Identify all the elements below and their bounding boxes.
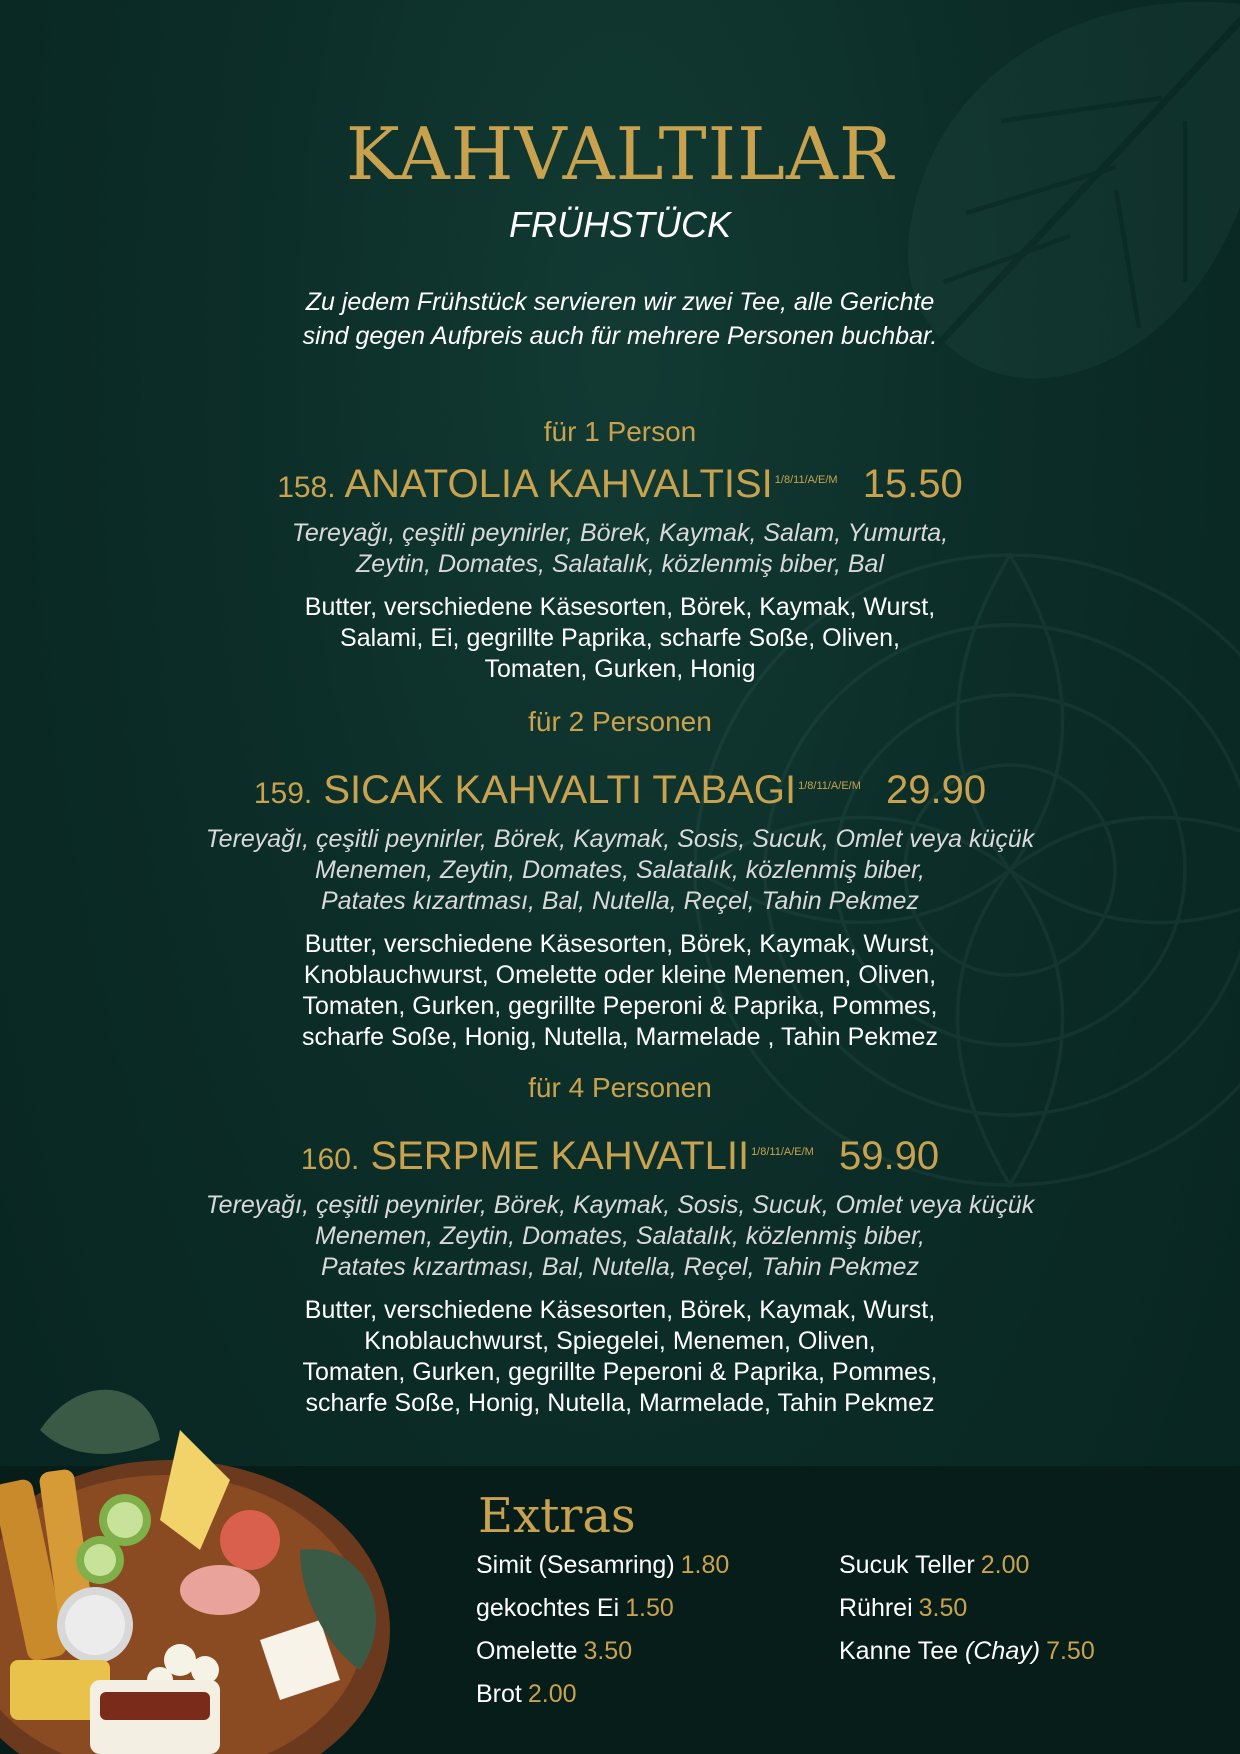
extra-item [476, 1637, 632, 1666]
extra-price: 2.00 [527, 1680, 577, 1708]
extra-name: gekochtes Ei [476, 1594, 620, 1622]
extra-price: 1.80 [680, 1551, 730, 1579]
description-line: Tomaten, Gurken, Honig [484, 655, 756, 683]
description-line: Menemen, Zeytin, Domates, Salatalık, közlenmiş biber, [315, 856, 925, 884]
extra-price: 2.00 [980, 1551, 1030, 1579]
german-description [0, 929, 1240, 1053]
description-line: Butter, verschiedene Käsesorten, Börek, Kaymak, Wurst, [304, 930, 936, 958]
description-line: scharfe Soße, Honig, Nutella, Marmelade, Tahin Pekmez [305, 1389, 935, 1417]
page-subtitle: FRÜHSTÜCK [509, 204, 731, 245]
extra-price: 3.50 [918, 1594, 968, 1622]
item-name: SICAK KAHVALTI TABAGI [323, 768, 797, 812]
extra-item [839, 1551, 1029, 1580]
intro-line: sind gegen Aufpreis auch für mehrere Personen buchbar. [302, 322, 938, 350]
item-name: SERPME KAHVATLII [370, 1134, 750, 1178]
turkish-description [0, 1190, 1240, 1283]
extra-name: Kanne Tee [839, 1637, 959, 1665]
description-line: Zeytin, Domates, Salatalık, közlenmiş biber, Bal [355, 550, 884, 578]
description-line: Tereyağı, çeşitli peynirler, Börek, Kaymak, Sosis, Sucuk, Omlet veya küçük [205, 825, 1035, 853]
turkish-description [0, 824, 1240, 917]
persons-label: für 1 Person [543, 416, 697, 447]
page-title: KAHVALTILAR [345, 112, 895, 196]
description-line: Patates kızartması, Bal, Nutella, Reçel, Tahin Pekmez [321, 887, 919, 915]
persons-label: für 2 Personen [528, 706, 712, 737]
german-description [0, 592, 1240, 685]
item-price: 59.90 [838, 1134, 940, 1178]
description-line: Menemen, Zeytin, Domates, Salatalık, közlenmiş biber, [315, 1222, 925, 1250]
extra-note: (Chay) [965, 1637, 1041, 1665]
extra-price: 1.50 [625, 1594, 674, 1622]
item-name: ANATOLIA KAHVALTISI [344, 462, 773, 506]
description-line: Knoblauchwurst, Spiegelei, Menemen, Oliven, [364, 1327, 876, 1355]
item-number: 158. [277, 471, 336, 504]
extras-title: Extras [478, 1488, 636, 1544]
extra-item [839, 1637, 1095, 1666]
description-line: Tomaten, Gurken, gegrillte Peperoni & Paprika, Pommes, [302, 992, 938, 1020]
description-line: Patates kızartması, Bal, Nutella, Reçel, Tahin Pekmez [321, 1253, 919, 1281]
item-title [0, 464, 1240, 504]
intro-text [0, 285, 1240, 353]
extra-price: 7.50 [1046, 1637, 1095, 1665]
description-line: Tereyağı, çeşitli peynirler, Börek, Kaymak, Sosis, Sucuk, Omlet veya küçük [205, 1191, 1035, 1219]
menu-item-159 [0, 706, 1240, 1053]
extra-item [476, 1594, 674, 1623]
item-price: 29.90 [886, 768, 987, 812]
extra-name: Simit (Sesamring) [476, 1551, 675, 1579]
item-title [0, 1136, 1240, 1176]
description-line: Knoblauchwurst, Omelette oder kleine Menemen, Oliven, [303, 961, 937, 989]
allergen-codes: 1/8/11/A/E/M [774, 473, 838, 486]
item-title [0, 770, 1240, 810]
allergen-codes: 1/8/11/A/E/M [798, 779, 861, 792]
extra-item [476, 1551, 729, 1580]
allergen-codes: 1/8/11/A/E/M [751, 1145, 814, 1158]
item-number: 160. [300, 1143, 360, 1176]
extra-name: Rührei [839, 1594, 913, 1622]
description-line: Butter, verschiedene Käsesorten, Börek, Kaymak, Wurst, [304, 593, 936, 621]
extra-price: 3.50 [583, 1637, 633, 1665]
menu-header [0, 112, 1240, 246]
description-line: Tereyağı, çeşitli peynirler, Börek, Kaymak, Salam, Yumurta, [291, 519, 949, 547]
extra-item [839, 1594, 967, 1623]
description-line: scharfe Soße, Honig, Nutella, Marmelade , Tahin Pekmez [302, 1023, 938, 1051]
persons-label: für 4 Personen [528, 1072, 712, 1103]
menu-item-158 [0, 416, 1240, 685]
extra-name: Sucuk Teller [839, 1551, 975, 1579]
menu-item-160 [0, 1072, 1240, 1419]
extra-name: Omelette [476, 1637, 578, 1665]
turkish-description [0, 518, 1240, 580]
item-number: 159. [253, 777, 313, 810]
breakfast-platter-image [0, 1370, 420, 1754]
description-line: Salami, Ei, gegrillte Paprika, scharfe Soße, Oliven, [340, 624, 900, 652]
extra-name: Brot [476, 1680, 522, 1708]
extra-item [476, 1680, 577, 1709]
description-line: Tomaten, Gurken, gegrillte Peperoni & Paprika, Pommes, [302, 1358, 938, 1386]
description-line: Butter, verschiedene Käsesorten, Börek, Kaymak, Wurst, [304, 1296, 936, 1324]
item-price: 15.50 [862, 462, 963, 506]
intro-line: Zu jedem Frühstück servieren wir zwei Tee, alle Gerichte [305, 288, 935, 316]
